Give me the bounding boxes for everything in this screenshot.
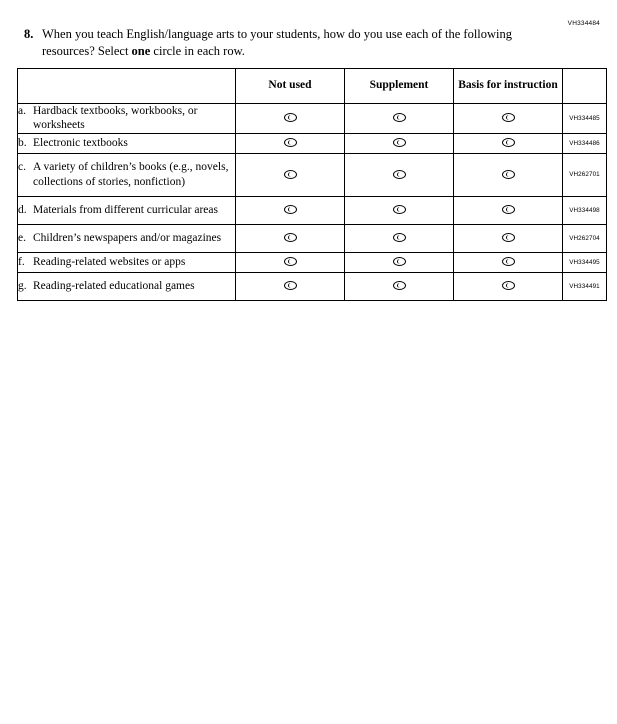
radio-bubble-icon[interactable] [393, 205, 406, 214]
row-item-id-f: VH334495 [563, 252, 607, 272]
row-text-a: Hardback textbooks, workbooks, or worksheets [33, 105, 198, 132]
table-row [18, 252, 607, 272]
option-e-not-used[interactable] [236, 224, 345, 252]
radio-bubble-icon[interactable] [284, 233, 297, 242]
option-c-not-used[interactable] [236, 153, 345, 196]
row-text-c: A variety of children’s books (e.g., novels, collections of stories, nonfiction) [33, 161, 229, 188]
header-blank-left [18, 69, 236, 104]
row-text-g: Reading-related educational games [33, 280, 195, 293]
header-supplement: Supplement [345, 69, 454, 104]
question-text-part1: When you teach English/language arts to your students, how do you use each of the following resources? Select [42, 27, 513, 58]
page-item-id: VH334484 [567, 20, 600, 27]
radio-bubble-icon[interactable] [284, 170, 297, 179]
radio-bubble-icon[interactable] [502, 170, 515, 179]
radio-bubble-icon[interactable] [502, 281, 515, 290]
row-label-cell-d [18, 196, 236, 224]
row-label-cell-a [18, 104, 236, 134]
row-letter-c: c. [18, 161, 26, 174]
option-g-supplement[interactable] [345, 272, 454, 300]
row-letter-f: f. [18, 256, 25, 269]
table-row [18, 224, 607, 252]
row-letter-b: b. [18, 137, 27, 150]
question-block [24, 26, 544, 60]
radio-bubble-icon[interactable] [393, 281, 406, 290]
radio-bubble-icon[interactable] [284, 205, 297, 214]
row-letter-d: d. [18, 204, 27, 217]
row-label-cell-g [18, 272, 236, 300]
radio-bubble-icon[interactable] [393, 257, 406, 266]
table-row [18, 153, 607, 196]
row-item-id-c: VH262701 [563, 153, 607, 196]
row-text-b: Electronic textbooks [33, 137, 128, 150]
option-a-basis-for-instruction[interactable] [454, 104, 563, 134]
option-f-basis-for-instruction[interactable] [454, 252, 563, 272]
question-text [42, 26, 544, 60]
option-d-not-used[interactable] [236, 196, 345, 224]
option-e-basis-for-instruction[interactable] [454, 224, 563, 252]
table-row [18, 196, 607, 224]
radio-bubble-icon[interactable] [502, 138, 515, 147]
option-f-supplement[interactable] [345, 252, 454, 272]
question-emphasis: one [131, 43, 151, 58]
table-header-row [18, 69, 607, 104]
radio-bubble-icon[interactable] [393, 113, 406, 122]
row-item-id-a: VH334485 [563, 104, 607, 134]
option-e-supplement[interactable] [345, 224, 454, 252]
radio-bubble-icon[interactable] [502, 233, 515, 242]
option-d-basis-for-instruction[interactable] [454, 196, 563, 224]
question-number: 8. [24, 27, 34, 41]
row-text-e: Children’s newspapers and/or magazines [33, 232, 222, 245]
row-label-cell-c [18, 153, 236, 196]
table-row [18, 272, 607, 300]
row-label-cell-b [18, 133, 236, 153]
row-letter-a: a. [18, 105, 26, 117]
radio-bubble-icon[interactable] [393, 233, 406, 242]
option-g-not-used[interactable] [236, 272, 345, 300]
row-item-id-d: VH334498 [563, 196, 607, 224]
row-letter-e: e. [18, 232, 26, 245]
row-letter-g: g. [18, 280, 27, 293]
radio-bubble-icon[interactable] [393, 170, 406, 179]
response-matrix [17, 68, 607, 301]
table-row [18, 133, 607, 153]
radio-bubble-icon[interactable] [502, 205, 515, 214]
option-c-basis-for-instruction[interactable] [454, 153, 563, 196]
option-f-not-used[interactable] [236, 252, 345, 272]
row-item-id-e: VH262704 [563, 224, 607, 252]
radio-bubble-icon[interactable] [502, 257, 515, 266]
radio-bubble-icon[interactable] [284, 257, 297, 266]
row-item-id-b: VH334486 [563, 133, 607, 153]
option-d-supplement[interactable] [345, 196, 454, 224]
row-label-cell-f [18, 252, 236, 272]
option-b-not-used[interactable] [236, 133, 345, 153]
row-text-f: Reading-related websites or apps [33, 256, 186, 269]
option-b-supplement[interactable] [345, 133, 454, 153]
question-text-part2: circle in each row. [150, 43, 245, 58]
option-c-supplement[interactable] [345, 153, 454, 196]
radio-bubble-icon[interactable] [393, 138, 406, 147]
header-basis-for-instruction: Basis for instruction [454, 69, 563, 104]
option-b-basis-for-instruction[interactable] [454, 133, 563, 153]
radio-bubble-icon[interactable] [284, 138, 297, 147]
option-a-supplement[interactable] [345, 104, 454, 134]
header-not-used: Not used [236, 69, 345, 104]
radio-bubble-icon[interactable] [284, 281, 297, 290]
radio-bubble-icon[interactable] [284, 113, 297, 122]
header-blank-right [563, 69, 607, 104]
table-row [18, 104, 607, 134]
row-label-cell-e [18, 224, 236, 252]
row-text-d: Materials from different curricular areas [33, 204, 218, 217]
radio-bubble-icon[interactable] [502, 113, 515, 122]
row-item-id-g: VH334491 [563, 272, 607, 300]
option-g-basis-for-instruction[interactable] [454, 272, 563, 300]
option-a-not-used[interactable] [236, 104, 345, 134]
